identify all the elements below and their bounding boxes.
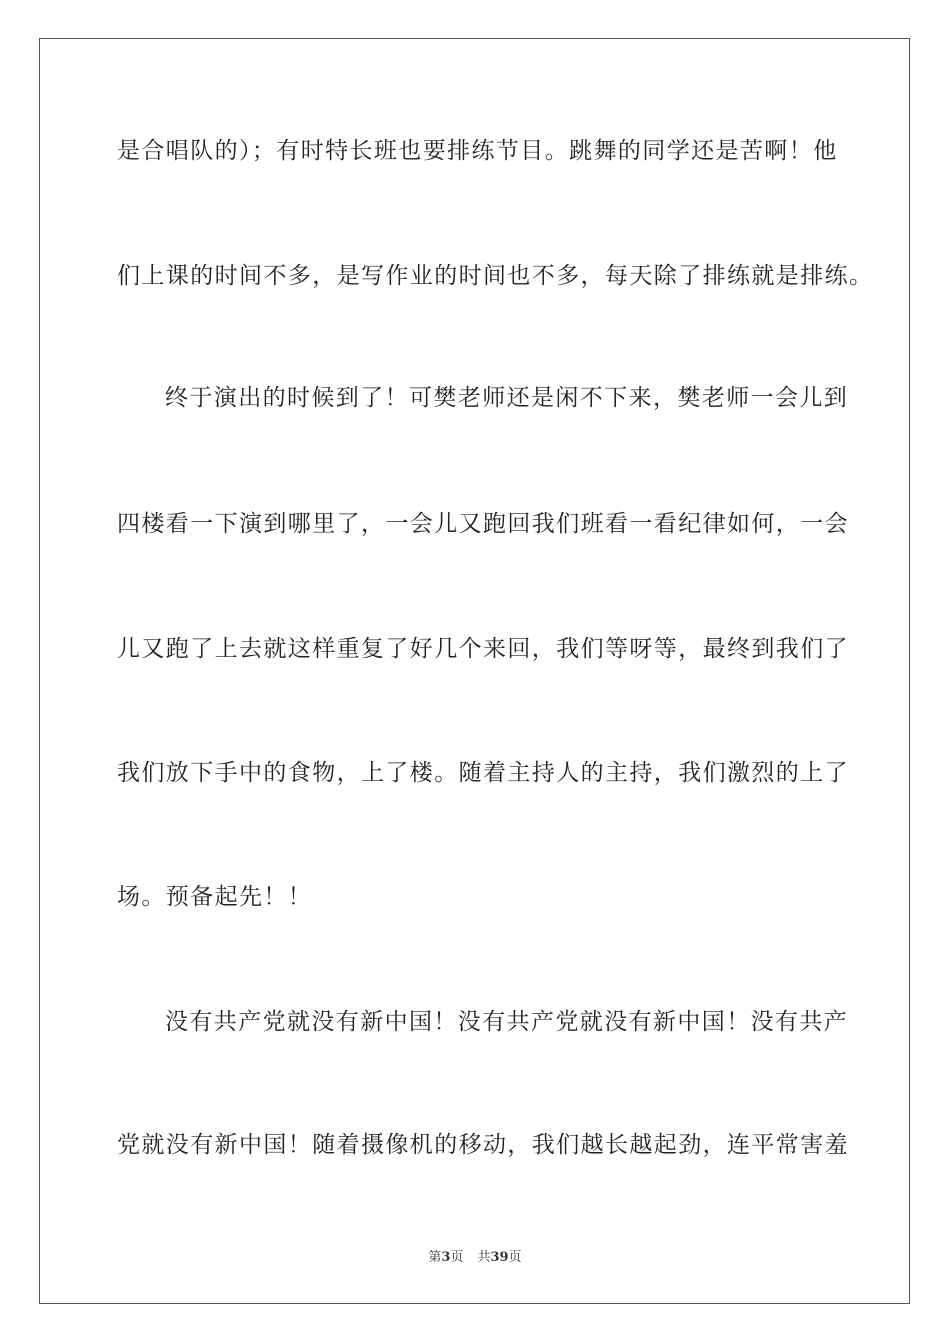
- footer-page-number: 3: [441, 1250, 451, 1265]
- text-line-4: 四楼看一下演到哪里了，一会儿又跑回我们班看一看纪律如何，一会: [117, 511, 849, 537]
- text-line-2: 们上课的时间不多，是写作业的时间也不多，每天除了排练就是排练。: [117, 263, 874, 289]
- footer-total-pages: 39: [490, 1250, 509, 1265]
- text-line-3: 终于演出的时候到了！可樊老师还是闲不下来，樊老师一会儿到: [165, 385, 849, 411]
- footer-page-suffix: 页: [450, 1250, 464, 1265]
- text-line-9: 党就没有新中国！随着摄像机的移动，我们越长越起劲，连平常害羞: [117, 1132, 849, 1158]
- text-line-7: 场。预备起先！！: [117, 884, 313, 910]
- page-border: [39, 38, 910, 1304]
- page-footer: [0, 1246, 950, 1265]
- footer-prefix: 第: [428, 1250, 442, 1265]
- footer-total-suffix: 页: [508, 1250, 522, 1265]
- text-line-8: 没有共产党就没有新中国！没有共产党就没有新中国！没有共产: [165, 1009, 849, 1035]
- text-line-1: 是合唱队的）；有时特长班也要排练节目。跳舞的同学还是苦啊！他: [117, 138, 838, 164]
- text-line-5: 儿又跑了上去就这样重复了好几个来回，我们等呀等，最终到我们了: [117, 636, 849, 662]
- text-line-6: 我们放下手中的食物，上了楼。随着主持人的主持，我们激烈的上了: [117, 760, 849, 786]
- footer-total-prefix: 共: [477, 1250, 491, 1265]
